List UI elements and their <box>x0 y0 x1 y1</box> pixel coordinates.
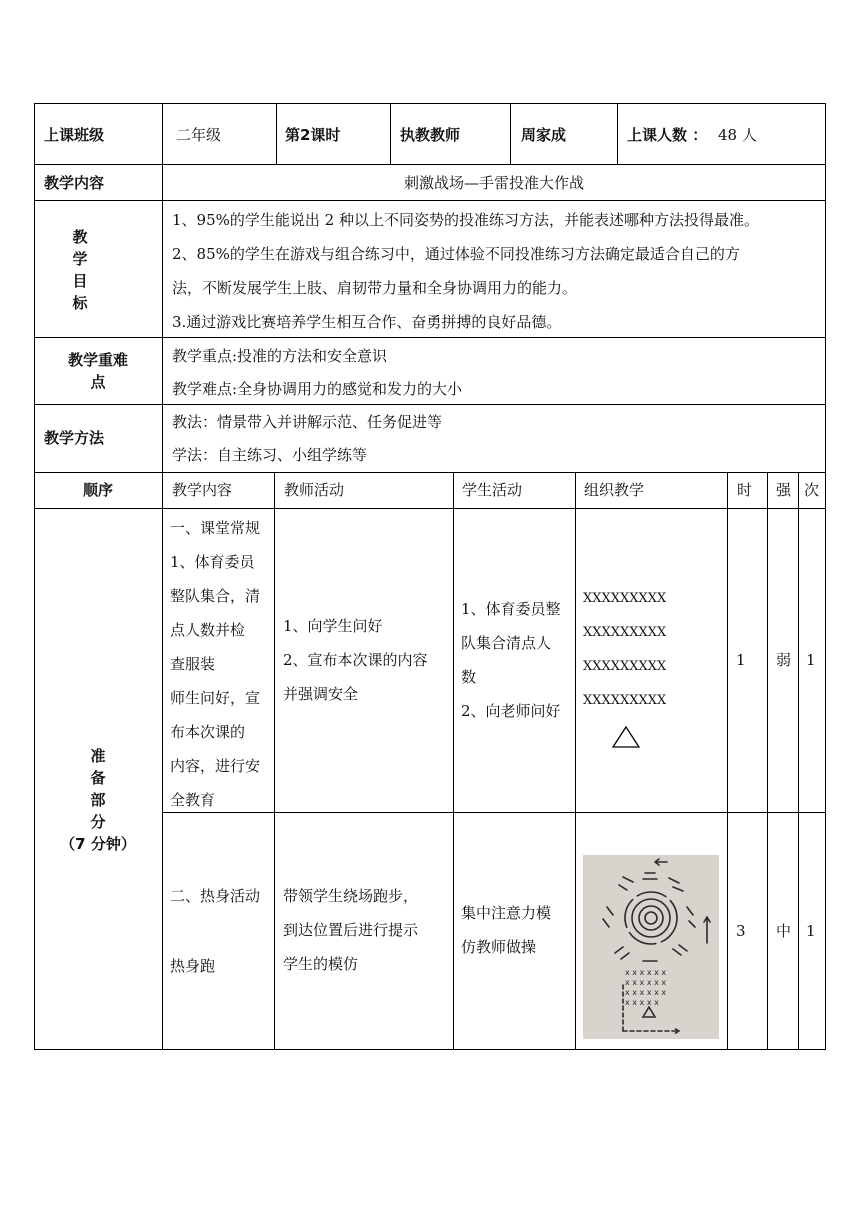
students-label: 上课人数 ： <box>627 126 708 144</box>
svg-text:x x x x x x: x x x x x x <box>625 968 667 977</box>
svg-text:x x x x x: x x x x x <box>625 998 659 1007</box>
row2-student-activity: 集中注意力模 仿教师做操 <box>461 904 552 956</box>
key-point-line: 教学难点:全身协调用力的感觉和发力的大小 <box>172 380 463 398</box>
section-duration: （7 分钟） <box>60 835 136 853</box>
lesson-topic: 刺激战场—手雷投准大作战 <box>403 174 584 192</box>
col-intensity: 强 <box>776 481 792 499</box>
methods-text <box>172 406 442 472</box>
section-label: 准 备 部 分 （7 分钟） <box>34 745 162 855</box>
col-student: 学生活动 <box>462 481 523 499</box>
col-teacher: 教师活动 <box>284 481 345 499</box>
row2-intensity: 中 <box>776 922 792 940</box>
row2-times: 1 <box>806 922 816 940</box>
class-label: 上课班级 <box>44 126 105 144</box>
row1-teacher-activity: 1、向学生问好 2、宣布本次课的内容 并强调安全 <box>283 617 428 703</box>
row1-student-activity: 1、体育委员整 队集合清点人 数 2、向老师问好 <box>461 600 561 720</box>
row2-content: 二、热身活动 热身跑 <box>170 887 261 975</box>
key-points-text <box>172 340 462 406</box>
method-line: 教法：情景带入并讲解示范、任务促进等 <box>172 413 443 431</box>
row2-teacher-activity: 带领学生绕场跑步， 到达位置后进行提示 学生的模仿 <box>283 887 419 973</box>
row1-content: 一、课堂常规 1、体育委员 整队集合，清 点人数并检 查服装 师生问好，宣 布本次课的 内容，进行安 全教育 <box>170 519 261 809</box>
teacher-name: 周家成 <box>521 126 567 144</box>
col-time: 时 <box>737 481 753 499</box>
col-content: 教学内容 <box>172 481 233 499</box>
method-line: 学法：自主练习、小组学练等 <box>172 446 368 464</box>
content-label: 教学内容 <box>44 174 105 192</box>
objective-line: 3.通过游戏比赛培养学生相互合作、奋勇拼搏的良好品德。 <box>172 313 562 331</box>
objective-line: 1、95%的学生能说出 2 种以上不同姿势的投准练习方法，并能表述哪种方法投得最准。 <box>172 211 759 229</box>
col-organization: 组织教学 <box>584 481 645 499</box>
methods-label: 教学方法 <box>44 429 105 447</box>
warmup-route-sketch <box>583 855 719 1039</box>
objective-line: 法，不断发展学生上肢、肩韧带力量和全身协调用力的能力。 <box>172 279 578 297</box>
row2-time: 3 <box>736 922 746 940</box>
warmup-sketch-image <box>583 855 719 1039</box>
row1-intensity: 弱 <box>776 651 792 669</box>
formation-diagram: XXXXXXXXX XXXXXXXXX XXXXXXXXX XXXXXXXXX <box>583 591 667 708</box>
teacher-triangle-icon <box>611 725 641 749</box>
students-value: 48 人 <box>718 126 757 144</box>
row1-time: 1 <box>736 651 746 669</box>
teacher-label: 执教教师 <box>400 126 461 144</box>
objective-line: 2、85%的学生在游戏与组合练习中，通过体验不同投准练习方法确定最适合自己的方 <box>172 245 740 263</box>
col-order: 顺序 <box>82 481 113 499</box>
svg-text:x x x x x x: x x x x x x <box>625 978 667 987</box>
class-value: 二年级 <box>176 126 222 144</box>
objectives-text <box>172 203 759 339</box>
objectives-label: 教 学 目 标 <box>72 228 88 312</box>
key-point-line: 教学重点:投准的方法和安全意识 <box>172 347 388 365</box>
col-times: 次 <box>804 481 820 499</box>
key-points-label: 教学重难 点 <box>67 351 128 391</box>
lesson-number: 第2课时 <box>285 126 341 144</box>
row1-times: 1 <box>806 651 816 669</box>
svg-text:x x x x x x: x x x x x x <box>625 988 667 997</box>
